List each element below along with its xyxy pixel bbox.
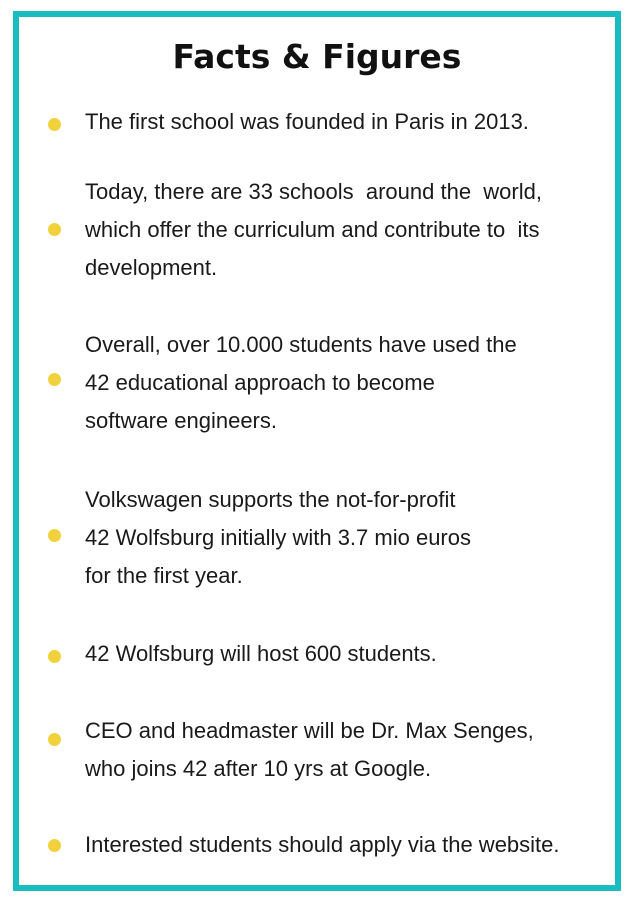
fact-text: [85, 826, 615, 864]
fact-line: development.: [85, 255, 218, 280]
bullet-dot-icon: [48, 223, 61, 236]
bullet-dot-icon: [48, 118, 61, 131]
fact-line: Volkswagen supports the not-for-profit: [85, 487, 456, 512]
bullet-dot-icon: [48, 529, 61, 542]
fact-line: The first school was founded in Paris in 2013.: [85, 109, 529, 134]
fact-line: CEO and headmaster will be Dr. Max Senges,: [85, 718, 534, 743]
fact-line: Interested students should apply via the website.: [85, 832, 560, 857]
fact-text: [85, 712, 615, 788]
fact-text: [85, 173, 615, 287]
fact-text: [85, 635, 615, 673]
fact-line: who joins 42 after 10 yrs at Google.: [85, 756, 432, 781]
fact-text: [85, 103, 615, 141]
fact-line: 42 educational approach to become: [85, 370, 435, 395]
fact-line: Today, there are 33 schools around the world,: [85, 179, 542, 204]
fact-line: 42 Wolfsburg initially with 3.7 mio euros: [85, 525, 471, 550]
bullet-dot-icon: [48, 733, 61, 746]
bullet-dot-icon: [48, 839, 61, 852]
page-title: Facts & Figures: [172, 37, 462, 76]
fact-line: for the first year.: [85, 563, 243, 588]
fact-text: [85, 326, 615, 440]
bullet-dot-icon: [48, 650, 61, 663]
fact-line: Overall, over 10.000 students have used the: [85, 332, 517, 357]
fact-line: which offer the curriculum and contribute to its: [85, 217, 540, 242]
fact-line: software engineers.: [85, 408, 277, 433]
fact-line: 42 Wolfsburg will host 600 students.: [85, 641, 437, 666]
facts-panel: [13, 11, 621, 891]
bullet-dot-icon: [48, 373, 61, 386]
fact-text: [85, 481, 615, 595]
